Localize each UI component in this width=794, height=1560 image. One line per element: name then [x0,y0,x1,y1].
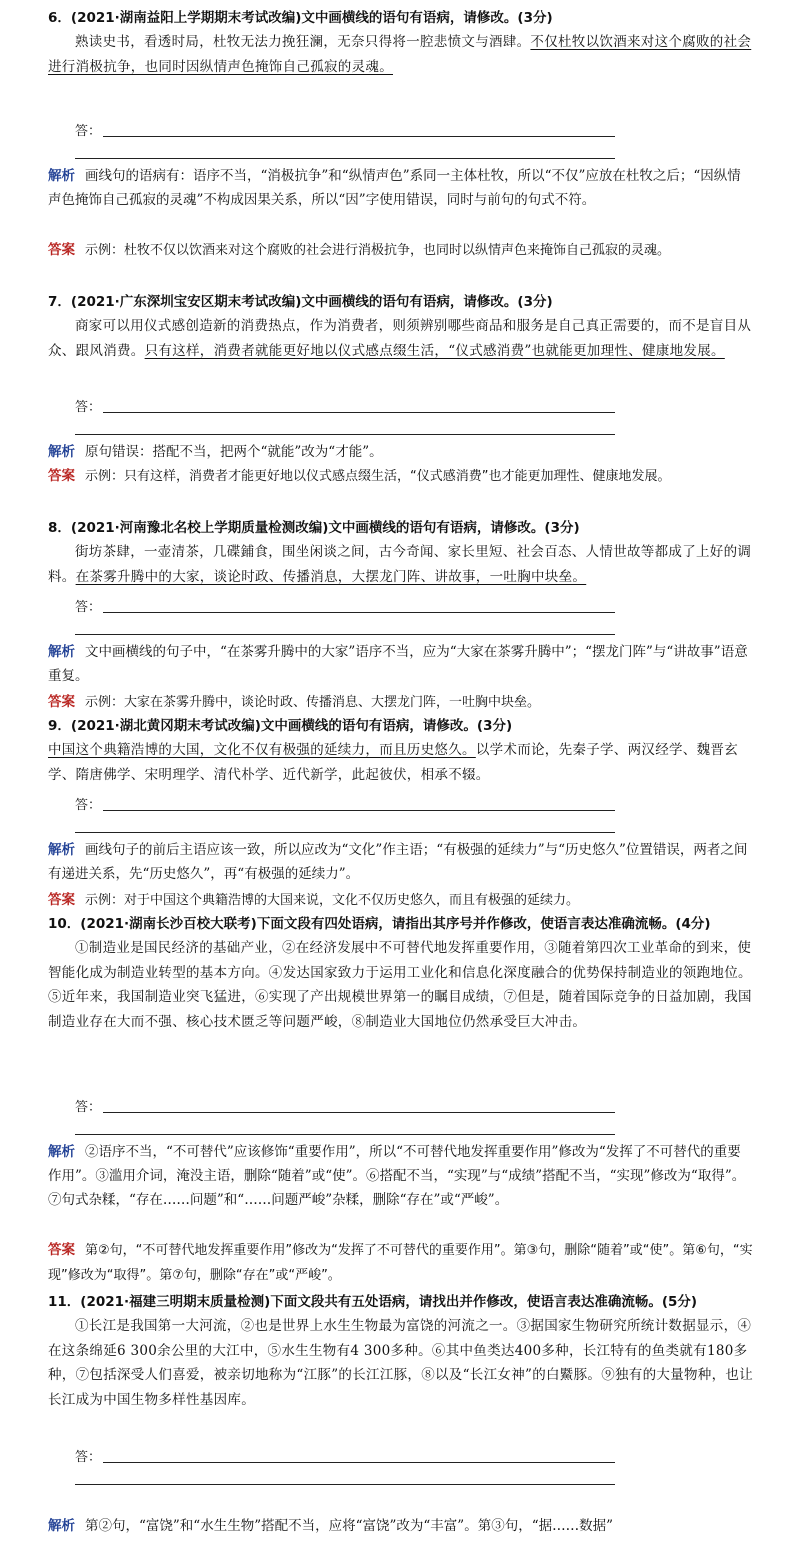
passage-underlined: 只有这样，消费者就能更好地以仪式感点缀生活，“仪式感消费”也就能更加理性、健康地发展。 [144,342,725,359]
analysis-11 [48,1514,754,1538]
question-8 [48,516,758,589]
answer-line[interactable] [75,120,615,142]
question-stem: 11．(2021·福建三明期末质量检测)下面文段共有五处语病，请找出并作修改，使语言表达准确流畅。(5分) [48,1294,698,1310]
analysis-text: 原句错误：搭配不当，把两个“就能”改为“才能”。 [85,444,383,460]
key-text: 示例：杜牧不仅以饮酒来对这个腐败的社会进行消极抗争，也同时以纵情声色来掩饰自己孤寂的灵魂。 [85,243,671,258]
question-passage [48,936,758,1034]
analysis-8 [48,640,754,688]
key-label: 答案 [48,242,75,258]
question-passage [48,738,758,787]
passage-plain: 商家可以用仪式感创造新的消费热点，作为消费者，则须辨别哪些商品和服务是自己真正需要的，而不是盲目从众、跟风消费。 [48,318,752,359]
question-stem: 9．(2021·湖北黄冈期末考试改编)文中画横线的语句有语病，请修改。(3分) [48,718,513,734]
key-text: 示例：大家在茶雾升腾中，谈论时政、传播消息、大摆龙门阵，一吐胸中块垒。 [85,695,541,710]
key-label: 答案 [48,694,75,710]
question-passage [48,30,758,79]
analysis-text: 文中画横线的句子中，“在茶雾升腾中的大家”语序不当，应为“大家在茶雾升腾中”；“摆龙门阵”与“讲故事”语意重复。 [48,644,748,684]
answer-line-2[interactable] [75,1484,615,1485]
passage-plain: 熟读史书，看透时局，杜牧无法力挽狂澜，无奈只得将一腔悲愤文与酒肆。 [75,34,531,50]
passage-plain: 街坊茶肆，一壶清茶，几碟鋪食，围坐闲谈之间，古今奇闻、家长里短、社会百态、人情世故等都成了上好的调料。 [48,544,752,585]
question-9 [48,714,758,787]
passage-plain: ①制造业是国民经济的基础产业，②在经济发展中不可替代地发挥重要作用，③随着第四次工业革命的到来，使智能化成为制造业转型的基本方向。④发达国家致力于运用工业化和信息化深度融合的优势保持制造业的领跑地位。⑤近年来，我国制造业突飞猛进，⑥实现了产出规模世界第一的瞩目成绩，⑦但是，随着国际竞争的日益加剧，我国制造业存在大而不强、核心技术匮乏等问题严峻，⑧制造业大国地位仍然承受巨大冲击。 [48,940,752,1030]
answer-underline [103,612,615,613]
question-passage [48,1314,758,1412]
answer-line-2[interactable] [75,832,615,833]
analysis-label: 解析 [48,644,75,660]
answer-underline [103,810,615,811]
analysis-label: 解析 [48,1518,75,1534]
key-text: 第②句，“不可替代地发挥重要作用”修改为“发挥了不可替代的重要作用”。第③句，删除“随着”或“使”。第⑥句，“实现”修改为“取得”。第⑦句，删除“存在”或“严峻”。 [48,1243,753,1283]
question-passage [48,540,758,589]
analysis-label: 解析 [48,444,75,460]
answer-line-2[interactable] [75,434,615,435]
question-stem: 7．(2021·广东深圳宝安区期末考试改编)文中画横线的语句有语病，请修改。(3分) [48,294,553,310]
answer-label: 答： [75,1100,102,1115]
answer-label: 答： [75,798,102,813]
answer-line-2[interactable] [75,634,615,635]
answer-line-2[interactable] [75,1134,615,1135]
passage-underlined: 在茶雾升腾中的大家，谈论时政、传播消息，大摆龙门阵、讲故事，一吐胸中块垒。 [75,568,587,585]
passage-plain: ①长江是我国第一大河流，②也是世界上水生生物最为富饶的河流之一。③据国家生物研究所统计数据显示，④在这条绵延6 300余公里的大江中，⑤水生生物有4 300多种。⑥其中鱼类达400多种，长江特有的鱼类就有180多种，⑦包括深受人们喜爱，被亲切地称为“江豚”的长江江豚，⑧以及“长江女神”的白鱀豚。⑨独有的大量物种，也让长江成为中国生物多样性基因库。 [48,1318,754,1408]
key-text: 示例：只有这样，消费者才能更好地以仪式感点缀生活，“仪式感消费”也才能更加理性、健康地发展。 [85,469,671,484]
key-label: 答案 [48,1242,75,1258]
answer-line-2[interactable] [75,158,615,159]
question-10 [48,912,758,1034]
analysis-6 [48,164,754,212]
analysis-9 [48,838,754,886]
analysis-10 [48,1140,754,1212]
question-passage [48,314,758,363]
analysis-label: 解析 [48,842,75,858]
analysis-text: 第②句，“富饶”和“水生生物”搭配不当，应将“富饶”改为“丰富”。第③句，“据……数据” [85,1518,614,1534]
answer-line[interactable] [75,596,615,618]
question-11 [48,1290,758,1412]
answer-line[interactable] [75,1446,615,1468]
passage-underlined: 中国这个典籍浩博的大国，文化不仅有极强的延续力，而且历史悠久。 [48,742,476,758]
key-6 [48,238,754,263]
analysis-7 [48,440,754,464]
answer-underline [103,412,615,413]
answer-label: 答： [75,400,102,415]
analysis-label: 解析 [48,1144,75,1160]
question-stem: 8．(2021·河南豫北名校上学期质量检测改编)文中画横线的语句有语病，请修改。(3分) [48,520,580,536]
key-8 [48,690,754,715]
key-text: 示例：对于中国这个典籍浩博的大国来说，文化不仅历史悠久，而且有极强的延续力。 [85,893,580,908]
analysis-text: 画线句子的前后主语应该一致，所以应改为“文化”作主语；“有极强的延续力”与“历史悠久”位置错误，两者之间有递进关系，先“历史悠久”，再“有极强的延续力”。 [48,842,748,882]
passage-underlined: 不仅杜牧以饮酒来对这个腐败的社会进行消极抗争，也同时因纵情声色掩饰自己孤寂的灵魂。 [48,34,752,75]
answer-label: 答： [75,124,102,139]
answer-underline [103,1112,615,1113]
question-7 [48,290,758,363]
answer-underline [103,1462,615,1463]
analysis-text: ②语序不当，“不可替代”应该修饰“重要作用”，所以“不可替代地发挥重要作用”修改为“发挥了不可替代的重要作用”。③滥用介词，淹没主语，删除“随着”或“使”。⑥搭配不当，“实现”与“成绩”搭配不当，“实现”修改为“取得”。⑦句式杂糅，“存在……问题”和“……问题严峻”杂糅，删除“存在”或“严峻”。 [48,1144,746,1208]
key-10 [48,1238,754,1288]
passage-plain: 以学术而论，先秦子学、两汉经学、魏晋玄学、隋唐佛学、宋明理学、清代朴学、近代新学，此起彼伏，相承不辍。 [48,742,739,783]
analysis-label: 解析 [48,168,75,184]
question-6 [48,6,758,79]
key-label: 答案 [48,892,75,908]
key-7 [48,464,754,489]
analysis-text: 画线句的语病有：语序不当，“消极抗争”和“纵情声色”系同一主体杜牧，所以“不仅”应放在杜牧之后；“因纵情声色掩饰自己孤寂的灵魂”不构成因果关系，所以“因”字使用错误，同时与前句的句式不符。 [48,168,741,208]
answer-underline [103,136,615,137]
question-stem: 10．(2021·湖南长沙百校大联考)下面文段有四处语病，请指出其序号并作修改，使语言表达准确流畅。(4分) [48,916,711,932]
answer-line[interactable] [75,1096,615,1118]
answer-label: 答： [75,1450,102,1465]
key-9 [48,888,754,913]
question-stem: 6．(2021·湖南益阳上学期期末考试改编)文中画横线的语句有语病，请修改。(3分) [48,10,553,26]
key-label: 答案 [48,468,75,484]
answer-line[interactable] [75,794,615,816]
answer-line[interactable] [75,396,615,418]
answer-label: 答： [75,600,102,615]
